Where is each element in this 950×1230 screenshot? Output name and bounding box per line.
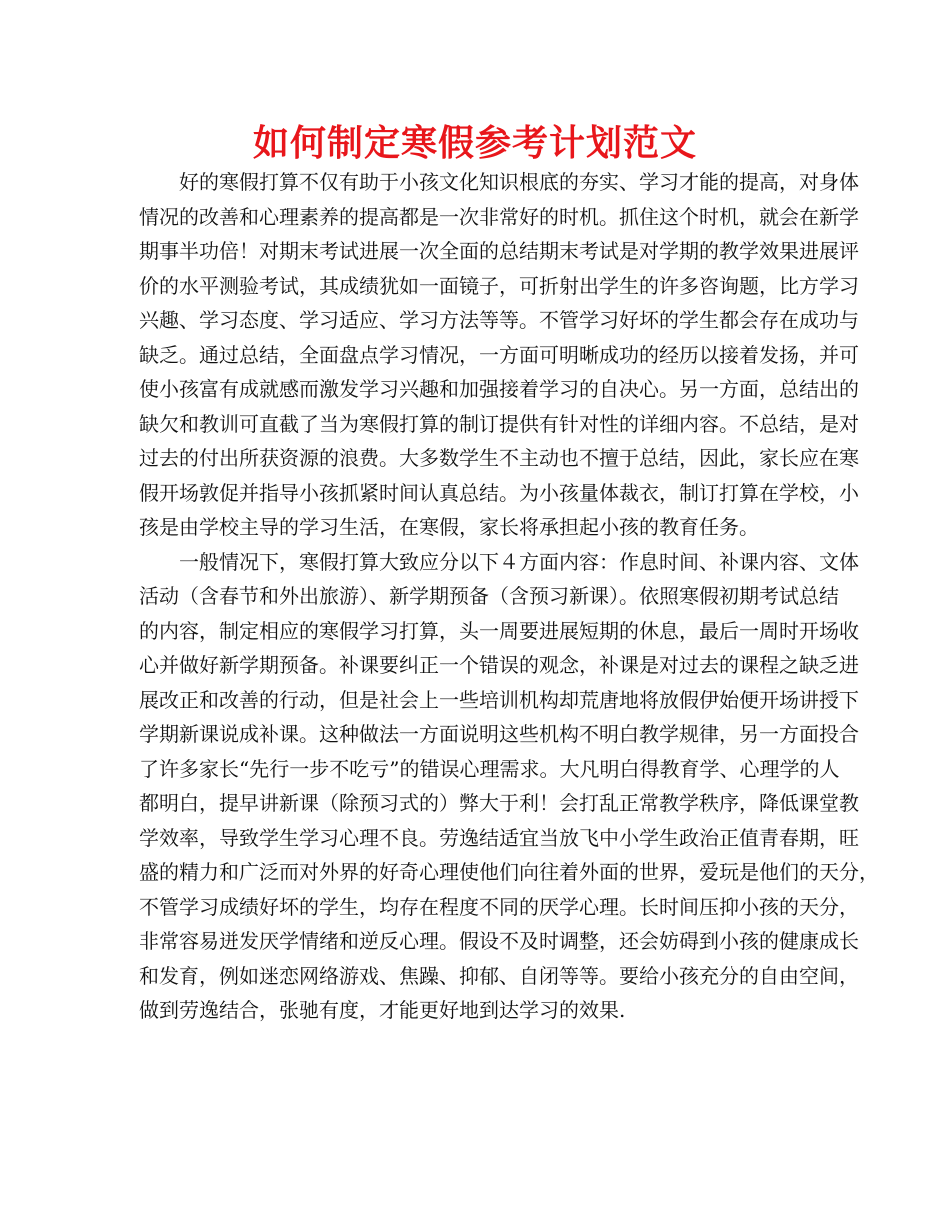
paragraph-line: 了许多家长“先行一步不吃亏”的错误心理需求。大凡明白得教育学、心理学的人 bbox=[139, 756, 840, 781]
paragraph-line: 过去的付出所获资源的浪费。大多数学生不主动也不擅于总结，因此，家长应在寒 bbox=[139, 446, 859, 470]
paragraph-line: 价的水平测验考试，其成绩犹如一面镜子，可折射出学生的许多咨询题，比方学习 bbox=[139, 273, 859, 298]
paragraph-2 bbox=[139, 545, 879, 1028]
paragraph-line: 缺欠和教训可直截了当为寒假打算的制订提供有针对性的详细内容。不总结，是对 bbox=[139, 411, 859, 436]
paragraph-line: 学效率，导致学生学习心理不良。劳逸结适宜当放飞中小学生政治正值青春期，旺 bbox=[139, 825, 859, 850]
paragraph-line: 心并做好新学期预备。补课要纠正一个错误的观念，补课是对过去的课程之缺乏进 bbox=[139, 653, 859, 677]
paragraph-line: 孩是由学校主导的学习生活，在寒假，家长将承担起小孩的教育任务。 bbox=[139, 515, 759, 539]
paragraph-1 bbox=[139, 165, 859, 545]
paragraph-line: 学期新课说成补课。这种做法一方面说明这些机构不明白教学规律，另一方面投合 bbox=[139, 722, 859, 746]
paragraph-line: 缺乏。通过总结，全面盘点学习情况，一方面可明晰成功的经历以接着发扬，并可 bbox=[139, 342, 859, 367]
paragraph-line: 使小孩富有成就感而激发学习兴趣和加强接着学习的自决心。另一方面，总结出的 bbox=[139, 377, 859, 401]
paragraph-line: 和发育，例如迷恋网络游戏、焦躁、抑郁、自闭等等。要给小孩充分的自由空间， bbox=[139, 963, 859, 988]
paragraph-line: 都明白，提早讲新课（除预习式的）弊大于利！会打乱正常教学秩序，降低课堂教 bbox=[139, 791, 859, 815]
paragraph-line: 盛的精力和广泛而对外界的好奇心理使他们向往着外面的世界，爱玩是他们的天分， bbox=[139, 860, 879, 884]
paragraph-line: 不管学习成绩好坏的学生，均存在程度不同的厌学心理。长时间压抑小孩的天分， bbox=[139, 894, 859, 919]
document-title: 如何制定寒假参考计划范文 bbox=[252, 123, 697, 164]
paragraph-line: 期事半功倍！对期末考试进展一次全面的总结期末考试是对学期的教学效果进展评 bbox=[139, 239, 859, 263]
paragraph-line: 做到劳逸结合，张驰有度，才能更好地到达学习的效果. bbox=[139, 998, 626, 1022]
document-body bbox=[139, 165, 879, 1028]
paragraph-line: 非常容易迸发厌学情绪和逆反心理。假设不及时调整，还会妨碍到小孩的健康成长 bbox=[139, 929, 859, 953]
paragraph-line: 的内容，制定相应的寒假学习打算，头一周要进展短期的休息，最后一周时开场收 bbox=[139, 618, 859, 643]
paragraph-line: 活动（含春节和外出旅游）、新学期预备（含预习新课）。依照寒假初期考试总结 bbox=[139, 584, 839, 608]
paragraph-line: 情况的改善和心理素养的提高都是一次非常好的时机。抓住这个时机，就会在新学 bbox=[139, 204, 859, 229]
paragraph-line: 好的寒假打算不仅有助于小孩文化知识根底的夯实、学习才能的提高，对身体 bbox=[179, 170, 859, 194]
paragraph-line: 一般情况下，寒假打算大致应分以下４方面内容：作息时间、补课内容、文体 bbox=[179, 549, 859, 574]
paragraph-line: 展改正和改善的行动，但是社会上一些培训机构却荒唐地将放假伊始便开场讲授下 bbox=[139, 687, 859, 712]
paragraph-line: 假开场敦促并指导小孩抓紧时间认真总结。为小孩量体裁衣，制订打算在学校，小 bbox=[139, 480, 859, 505]
paragraph-line: 兴趣、学习态度、学习适应、学习方法等等。不管学习好坏的学生都会存在成功与 bbox=[139, 308, 859, 332]
